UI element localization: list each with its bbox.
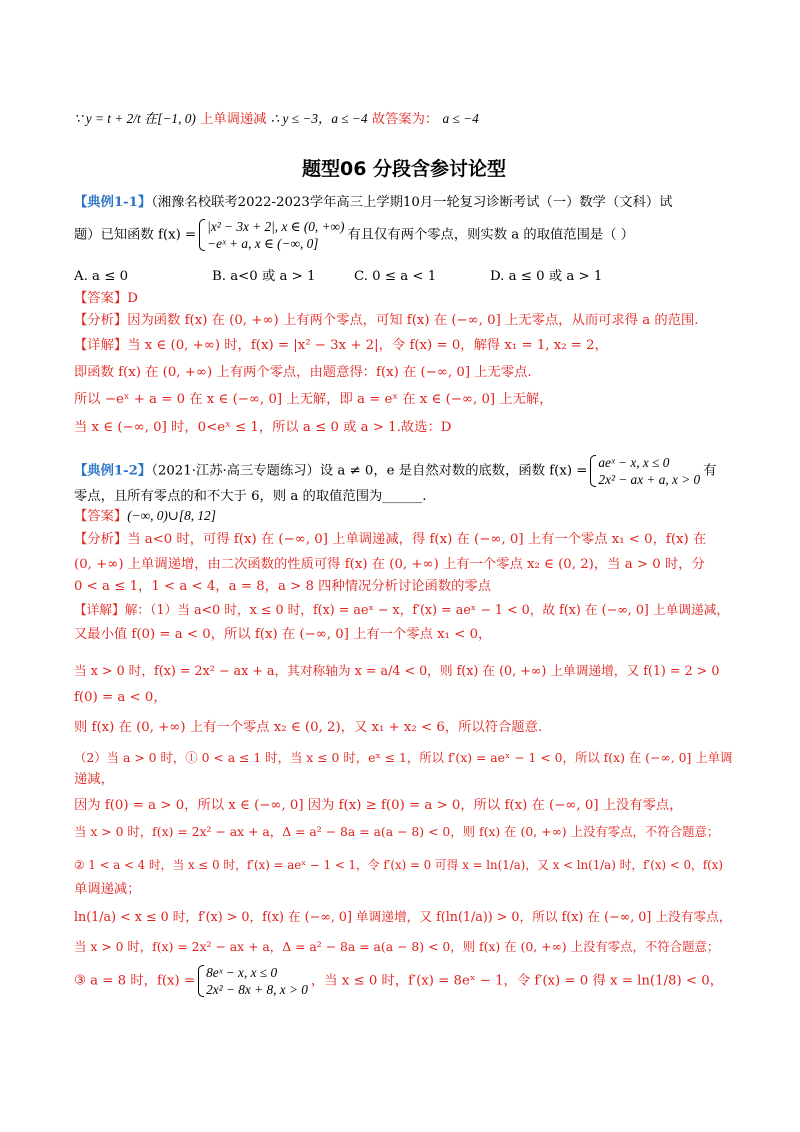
ex1-piecewise — [199, 218, 344, 252]
ex2-detail-line-2 — [74, 626, 491, 644]
ex1-answer-tag: 【答案】 — [74, 291, 128, 306]
ex1-detail-line-1 — [74, 337, 608, 355]
option-d: D. a ≤ 0 或 a > 1 — [490, 269, 603, 284]
ex1-analysis: 因为函数 f(x) 在 (0, +∞) 上有两个零点，可知 f(x) 在 (−∞, 0] 上无零点，从而可求得 a 的范围. — [127, 313, 699, 328]
ex2-d8: 因为 f(0) = a > 0，所以 x ∈ (−∞, 0] 因为 f(x) ≥ f(0) = a > 0，所以 f(x) 在 (−∞, 0] 上没有零点， — [74, 798, 683, 813]
ex2-d9: 当 x > 0 时，f(x) = 2x² − ax + a，Δ = a² − 8a = a(a − 8) < 0，则 f(x) 在 (0, +∞) 上没有零点，不符合题意； — [74, 824, 720, 839]
ex1-case2: −eˣ + a, x ∈ (−∞, 0] — [207, 236, 319, 251]
ex2-detail-line-10 — [74, 856, 723, 874]
ex2-detail-line-5 — [74, 719, 542, 737]
ex1-detail-line-3 — [74, 391, 553, 409]
ex2-case1: aeˣ − x, x ≤ 0 — [598, 455, 670, 470]
ex2-piecewise — [590, 454, 700, 488]
ex2-detail-line-3 — [74, 662, 719, 680]
intro-text-d: 故答案为： — [371, 112, 439, 127]
ex1-tag: 【典例1-1】 — [74, 195, 152, 210]
ex1-source: （湘豫名校联考2022-2023学年高三上学期10月一轮复习诊断考试（一）数学（文科）试 — [151, 195, 673, 210]
ex1-detail-1: 当 x ∈ (0, +∞) 时，f(x) = |x² − 3x + 2|，令 f(x) = 0，解得 x₁ = 1, x₂ = 2， — [127, 338, 608, 353]
option-a: A. a ≤ 0 — [74, 269, 129, 284]
ex1-detail-line-4 — [74, 419, 451, 437]
ex2-analysis-line-3 — [74, 578, 491, 596]
ex2-d12: ln(1/a) < x ≤ 0 时，f′(x) > 0，f(x) 在 (−∞, 0] 单调递增，又 f(ln(1/a)) > 0，所以 f(x) 在 (−∞, 0] 上没有零点， — [74, 909, 732, 924]
intro-formula-a: ∵ y = t + 2/t 在[−1, 0) — [74, 111, 196, 126]
ex2-detail-line-12 — [74, 908, 732, 926]
ex2-source: （2021·江苏·高三专题练习）设 a ≠ 0，e 是自然对数的底数，函数 f(x) = — [151, 463, 588, 479]
option-c: C. 0 ≤ a < 1 — [354, 269, 437, 284]
ex1-prefix: 题）已知函数 f(x) = — [74, 227, 197, 243]
intro-answer: a ≤ −4 — [442, 111, 479, 126]
ex2-d11: 单调递减； — [74, 882, 141, 897]
ex1-detail-4: 当 x ∈ (−∞, 0] 时，0<eˣ ≤ 1，所以 a ≤ 0 或 a > 1.故选：D — [74, 420, 452, 435]
ex2-analysis-tag: 【分析】 — [74, 532, 128, 547]
option-b: B. a<0 或 a > 1 — [212, 269, 316, 284]
ex2-answer: (−∞, 0)∪[8, 12] — [127, 508, 216, 523]
ex2-analysis-line-2 — [74, 556, 705, 574]
ex1-detail-tag: 【详解】 — [74, 338, 128, 353]
ex2-detail-line-1 — [74, 601, 729, 619]
ex2-d2: 又最小值 f(0) = a < 0，所以 f(x) 在 (−∞, 0] 上有一个零点 x₁ < 0， — [74, 627, 492, 642]
section-title: 题型06 分段含参讨论型 — [301, 158, 507, 180]
ex1-source-line — [74, 194, 672, 212]
ex2-d14-pre: ③ a = 8 时，f(x) = — [74, 973, 196, 989]
ex2-d3: 当 x > 0 时，f(x) = 2x² − ax + a，其对称轴为 x = a/4 < 0，则 f(x) 在 (0, +∞) 上单调递增，又 f(1) = 2 > 0 — [74, 663, 720, 678]
ex2-detail-line-14 — [74, 964, 723, 998]
ex1-question-line — [74, 218, 634, 252]
ex2-detail-line-9 — [74, 823, 719, 841]
ex2-d1: 解：（1）当 a<0 时，x ≤ 0 时，f(x) = aeˣ − x，f′(x) = aeˣ − 1 < 0，故 f(x) 在 (−∞, 0] 上单调递减， — [124, 602, 730, 617]
ex2-analysis-2: (0, +∞) 上单调递增，由二次函数的性质可得 f(x) 在 (0, +∞) 上有一个零点 x₂ ∈ (0, 2)，当 a > 0 时，分 — [74, 557, 705, 572]
ex1-answer: D — [127, 291, 138, 306]
ex1-detail-2: 即函数 f(x) 在 (0, +∞) 上有两个零点，由题意得：f(x) 在 (−∞, 0] 上无零点. — [74, 365, 532, 380]
ex2-analysis-1: 当 a<0 时，可得 f(x) 在 (−∞, 0] 上单调递减，得 f(x) 在 (−∞, 0] 上有一个零点 x₁ < 0，f(x) 在 — [127, 532, 707, 547]
ex1-case1: |x² − 3x + 2|, x ∈ (0, +∞) — [207, 219, 345, 234]
ex2-d6: （2）当 a > 0 时，① 0 < a ≤ 1 时，当 x ≤ 0 时，eˣ ≤ 1，所以 f′(x) = aeˣ − 1 < 0，所以 f(x) 在 (−∞, 0] 上单调 — [74, 750, 733, 765]
ex2-d10: ② 1 < a < 4 时，当 x ≤ 0 时，f′(x) = aeˣ − 1 < 1，令 f′(x) = 0 可得 x = ln(1/a)，又 x < ln(1/a) 时，f′(x) < 0，f(x) — [74, 858, 723, 872]
ex1-analysis-tag: 【分析】 — [74, 313, 128, 328]
ex2-detail-tag: 【详解】 — [74, 602, 125, 617]
ex2-detail-line-11 — [74, 881, 140, 899]
ex2-tag: 【典例1-2】 — [74, 463, 152, 479]
intro-line — [74, 110, 479, 129]
ex2-d5: 则 f(x) 在 (0, +∞) 上有一个零点 x₂ ∈ (0, 2)，又 x₁ + x₂ < 6，所以符合题意. — [74, 720, 543, 735]
ex2-d14-post: ，当 x ≤ 0 时，f′(x) = 8eˣ − 1，令 f′(x) = 0 得 x = ln(1/8) < 0， — [310, 973, 724, 989]
ex2-suffix: 有 — [703, 463, 717, 479]
ex2-analysis-3: 0 < a ≤ 1，1 < a < 4，a = 8，a > 8 四种情况分析讨论函数的零点 — [74, 579, 492, 594]
ex1-suffix: 有且仅有两个零点，则实数 a 的取值范围是（ ） — [347, 227, 635, 243]
intro-text-b: 上单调递减 — [200, 112, 267, 127]
ex2-line2: 零点，且所有零点的和不大于 6，则 a 的取值范围为______. — [74, 489, 427, 504]
ex2-source-line — [74, 454, 717, 488]
ex2-detail-line-7 — [74, 771, 114, 789]
ex2-d7: 递减， — [74, 772, 114, 787]
ex2-d4: f(0) = a < 0， — [74, 690, 167, 705]
ex2-question-line-2 — [74, 488, 426, 506]
ex1-analysis-line — [74, 312, 699, 330]
ex2-case3-piecewise — [198, 964, 308, 998]
ex2-d14-case1: 8eˣ − x, x ≤ 0 — [206, 965, 278, 980]
ex2-detail-line-6 — [74, 749, 732, 767]
ex2-case2: 2x² − ax + a, x > 0 — [598, 472, 701, 487]
ex2-analysis-line-1 — [74, 531, 706, 549]
ex1-detail-3: 所以 −eˣ + a = 0 在 x ∈ (−∞, 0] 上无解，即 a = eˣ 在 x ∈ (−∞, 0] 上无解， — [74, 392, 553, 407]
ex2-detail-line-13 — [74, 938, 719, 956]
ex2-d14-case2: 2x² − 8x + 8, x > 0 — [206, 982, 308, 997]
ex1-answer-line — [74, 290, 138, 308]
ex1-detail-line-2 — [74, 364, 532, 382]
intro-formula-c: ∴ y ≤ −3，a ≤ −4 — [270, 111, 368, 126]
ex2-d13: 当 x > 0 时，f(x) = 2x² − ax + a，Δ = a² − 8a = a(a − 8) < 0，则 f(x) 在 (0, +∞) 上没有零点，不符合题意； — [74, 939, 720, 954]
ex2-detail-line-4 — [74, 689, 167, 707]
ex2-answer-tag: 【答案】 — [74, 509, 128, 524]
ex2-answer-line — [74, 507, 216, 526]
ex2-detail-line-8 — [74, 797, 683, 815]
